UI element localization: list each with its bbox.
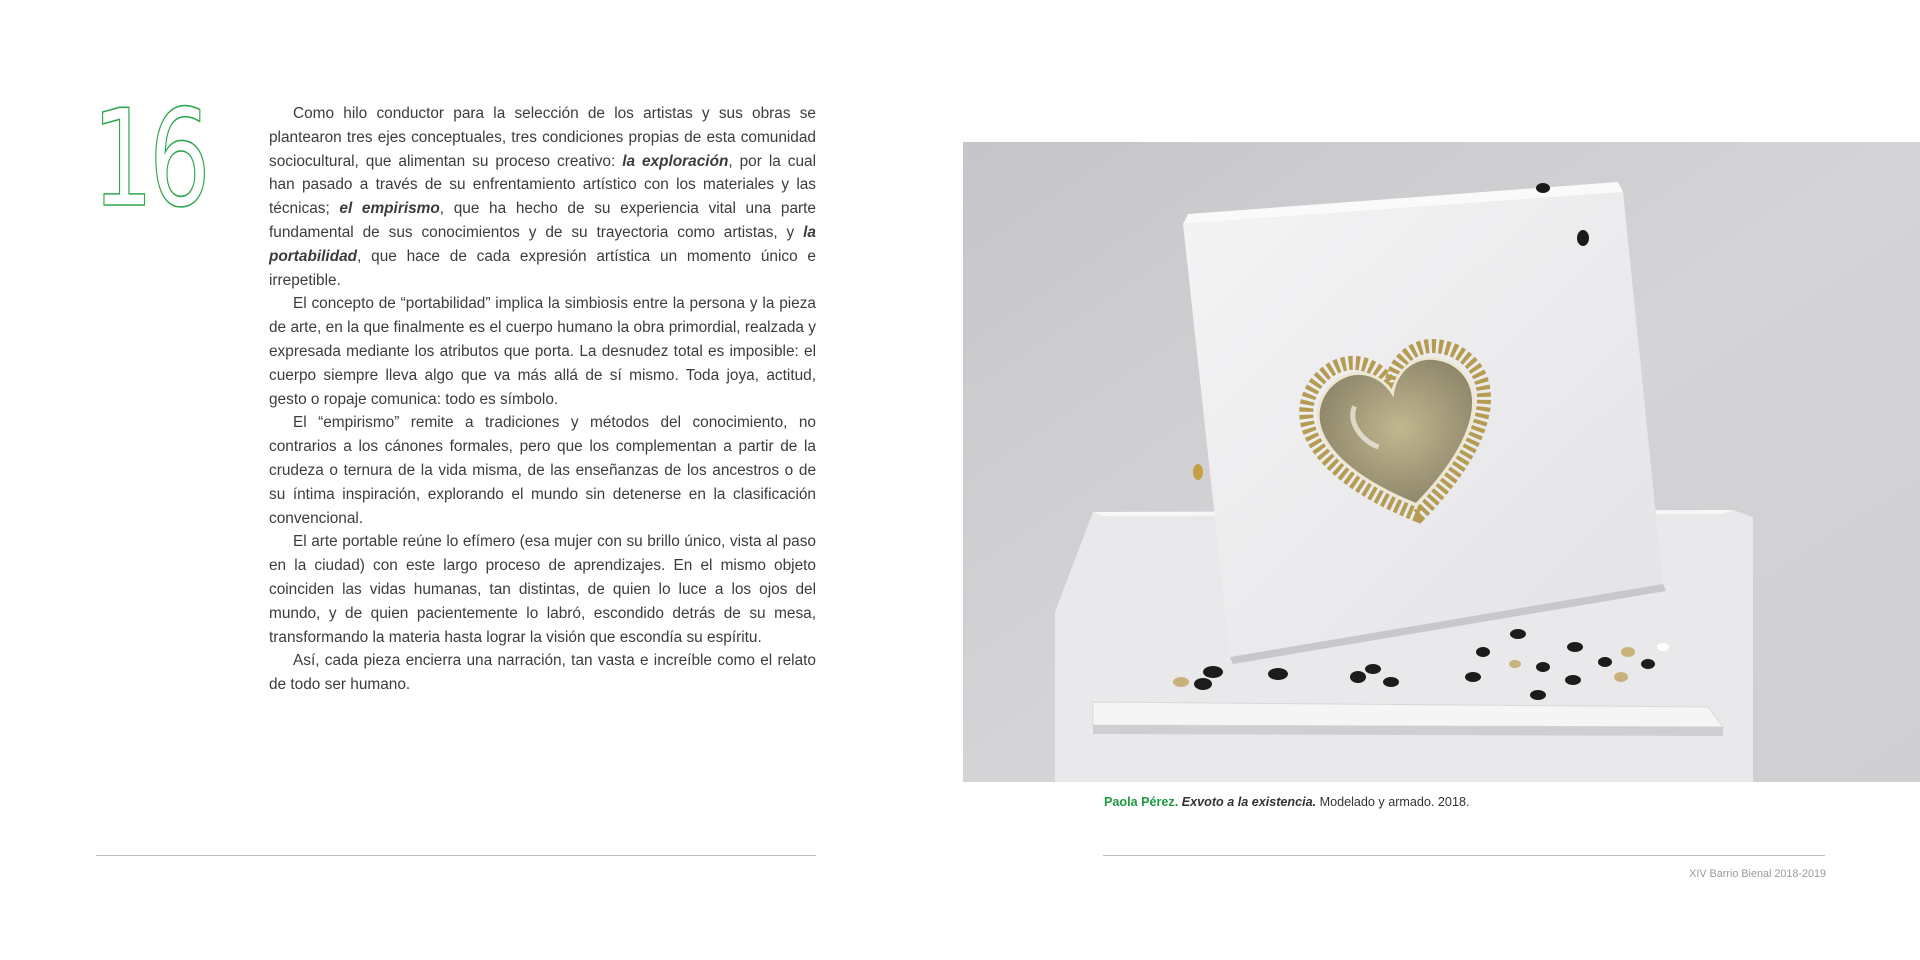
page-number: 16 (92, 81, 207, 237)
keyword-empirismo: el empirismo (339, 200, 440, 218)
paragraph-3: El “empirismo” remite a tradiciones y métodos del conocimiento, no contrarios a los cánones formales, pero que los complementan a partir de la crudeza o ternura de la vida misma, de las enseñanzas de los ancestros o de su íntima inspiración, explorando el mundo sin detenerse en la clasificación convencional. (269, 414, 816, 527)
caption-work-title: Exvoto a la existencia. (1181, 795, 1317, 809)
divider-right (1103, 855, 1825, 856)
paragraph-4: El arte portable reúne lo efímero (esa mujer con su brillo único, vista al paso en la ciudad) con este largo proceso de aprendizajes. En el mismo objeto coinciden las vidas humanas, tan distintas, de quien lo luce a los ojos del mundo, y de quien pacientemente lo labró, escondido detrás de su mesa, transformando la materia hasta lograr la visión que escondía su espíritu. (269, 533, 816, 646)
artwork-photo (963, 142, 1920, 782)
paragraph-5: Así, cada pieza encierra una narración, tan vasta e increíble como el relato de todo ser humano. (269, 652, 816, 694)
divider-left (96, 855, 816, 856)
body-text (269, 102, 816, 697)
caption-details: Modelado y armado. 2018. (1319, 795, 1470, 809)
caption-artist: Paola Pérez. (1104, 795, 1179, 809)
artwork-illustration (963, 142, 1920, 782)
keyword-exploracion: la exploración (622, 152, 729, 170)
keyword-portabilidad: la portabilidad (269, 223, 816, 265)
paragraph-2: El concepto de “portabilidad” implica la simbiosis entre la persona y la pieza de arte, en la que finalmente es el cuerpo humano la obra primordial, realzada y expresada mediante los atributos que porta. La desnudez total es imposible: el cuerpo siempre lleva algo que va más allá de sí mismo. Toda joya, actitud, gesto o ropaje comunica: todo es símbolo. (269, 295, 816, 408)
running-footer: XIV Barrio Bienal 2018-2019 (1689, 868, 1826, 880)
figure-caption (1104, 795, 1469, 809)
paragraph-1: Como hilo conductor para la selección de los artistas y sus obras se plantearon tres ejes conceptuales, tres condiciones propias de esta comunidad sociocultural, que alimentan su proceso creativo: la exploración, por la cual han pasado a través de su enfrentamiento artístico con los materiales y las técnicas; el empirismo, que ha hecho de su experiencia vital una parte fundamental de sus conocimientos y de su trayectoria como artistas, y la portabilidad, que hace de cada expresión artística un momento único e irrepetible. (269, 105, 816, 289)
